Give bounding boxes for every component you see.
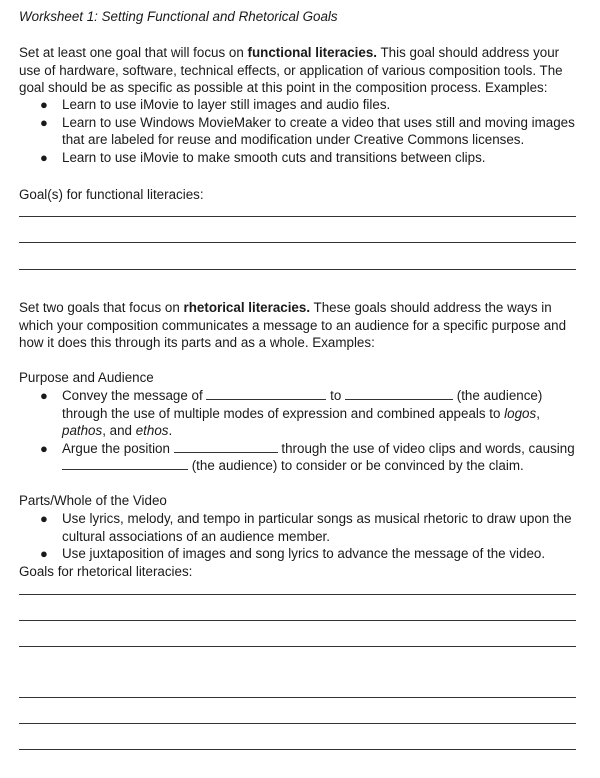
functional-goal-line-2[interactable] — [19, 242, 576, 243]
rhetorical-intro-text: Set two goals that focus on — [19, 300, 184, 315]
bullet-icon: ● — [40, 511, 48, 526]
functional-example-text: Learn to use iMovie to make smooth cuts and transitions between clips. — [62, 149, 486, 165]
list-item — [19, 114, 579, 149]
parts-example-text: Use lyrics, melody, and tempo in particular songs as musical rhetoric to draw upon the cultural associations of an audience member. — [62, 511, 572, 544]
audience-blank[interactable] — [345, 387, 453, 400]
parts-example-text: Use juxtaposition of images and song lyrics to advance the message of the video. — [62, 546, 546, 561]
rhetorical-goal-line-4[interactable] — [19, 697, 576, 698]
functional-goals-label: Goal(s) for functional literacies: — [19, 187, 204, 202]
rhetorical-goal-line-5[interactable] — [19, 723, 576, 724]
purpose-bullet2-text-c: (the audience) to consider or be convinced by the claim. — [188, 458, 524, 473]
functional-intro-text-rest: This goal should address your use of hardware, software, technical effects, or application of various composition tools. The goal should be as specific as possible at this point in the composition process. Examples: — [19, 45, 563, 95]
purpose-bullet2-text-b: through the use of video clips and words, causing — [277, 440, 575, 456]
position-blank[interactable] — [174, 440, 278, 453]
purpose-bullet1-text-b: to — [326, 388, 346, 403]
bullet-icon: ● — [40, 114, 48, 130]
bullet-icon: ● — [40, 97, 48, 112]
purpose-bullet1-text-a: Convey the message of — [62, 388, 207, 403]
parts-examples-list — [19, 510, 579, 563]
bullet-icon: ● — [40, 149, 48, 165]
purpose-bullet2-text-a: Argue the position — [62, 440, 174, 456]
separator-text: , — [536, 405, 540, 421]
separator-text: . — [168, 423, 173, 438]
bullet-icon: ● — [40, 440, 48, 456]
rhetorical-goals-label: Goals for rhetorical literacies: — [19, 564, 193, 579]
list-item — [19, 149, 579, 167]
list-item — [19, 510, 579, 545]
functional-goal-line-1[interactable] — [19, 216, 576, 217]
rhetorical-intro-text-rest: These goals should address the ways in which your composition communicates a message to an audience for a specific purpose and how it does this through its parts and as a whole. Examples: — [19, 300, 567, 350]
message-blank[interactable] — [206, 387, 326, 400]
functional-example-text: Learn to use iMovie to layer still images and audio files. — [62, 97, 391, 112]
parts-whole-heading: Parts/Whole of the Video — [19, 493, 167, 508]
logos-term: logos — [504, 405, 537, 421]
pathos-term: pathos — [62, 423, 103, 438]
rhetorical-goal-line-1[interactable] — [19, 594, 576, 595]
rhetorical-goal-line-6[interactable] — [19, 749, 576, 750]
ethos-term: ethos — [135, 423, 169, 438]
purpose-examples-list — [19, 387, 579, 475]
list-item — [19, 387, 579, 440]
functional-intro-text: Set at least one goal that will focus on — [19, 45, 248, 60]
rhetorical-intro-bold: rhetorical literacies. — [183, 300, 311, 315]
worksheet-title: Worksheet 1: Setting Functional and Rhetorical Goals — [19, 9, 338, 24]
functional-intro-bold: functional literacies. — [247, 45, 378, 60]
purpose-audience-heading: Purpose and Audience — [19, 370, 154, 385]
bullet-icon: ● — [40, 546, 48, 561]
audience-blank-2[interactable] — [62, 457, 188, 470]
functional-example-text: Learn to use Windows MovieMaker to create a video that uses still and moving images that are labeled for reuse and modification under Creative Commons licenses. — [62, 114, 575, 147]
purpose-bullet1-text-c: (the audience) through the use of multiple modes of expression and combined appeals to — [62, 388, 543, 421]
functional-intro — [19, 44, 579, 97]
list-item — [19, 96, 579, 114]
list-item — [19, 440, 579, 475]
rhetorical-intro — [19, 299, 579, 352]
list-item — [19, 545, 579, 563]
functional-goal-line-3[interactable] — [19, 269, 576, 270]
rhetorical-goal-line-2[interactable] — [19, 620, 576, 621]
bullet-icon: ● — [40, 388, 48, 403]
rhetorical-goal-line-3[interactable] — [19, 646, 576, 647]
separator-text: , and — [102, 423, 136, 438]
functional-examples-list — [19, 96, 579, 166]
